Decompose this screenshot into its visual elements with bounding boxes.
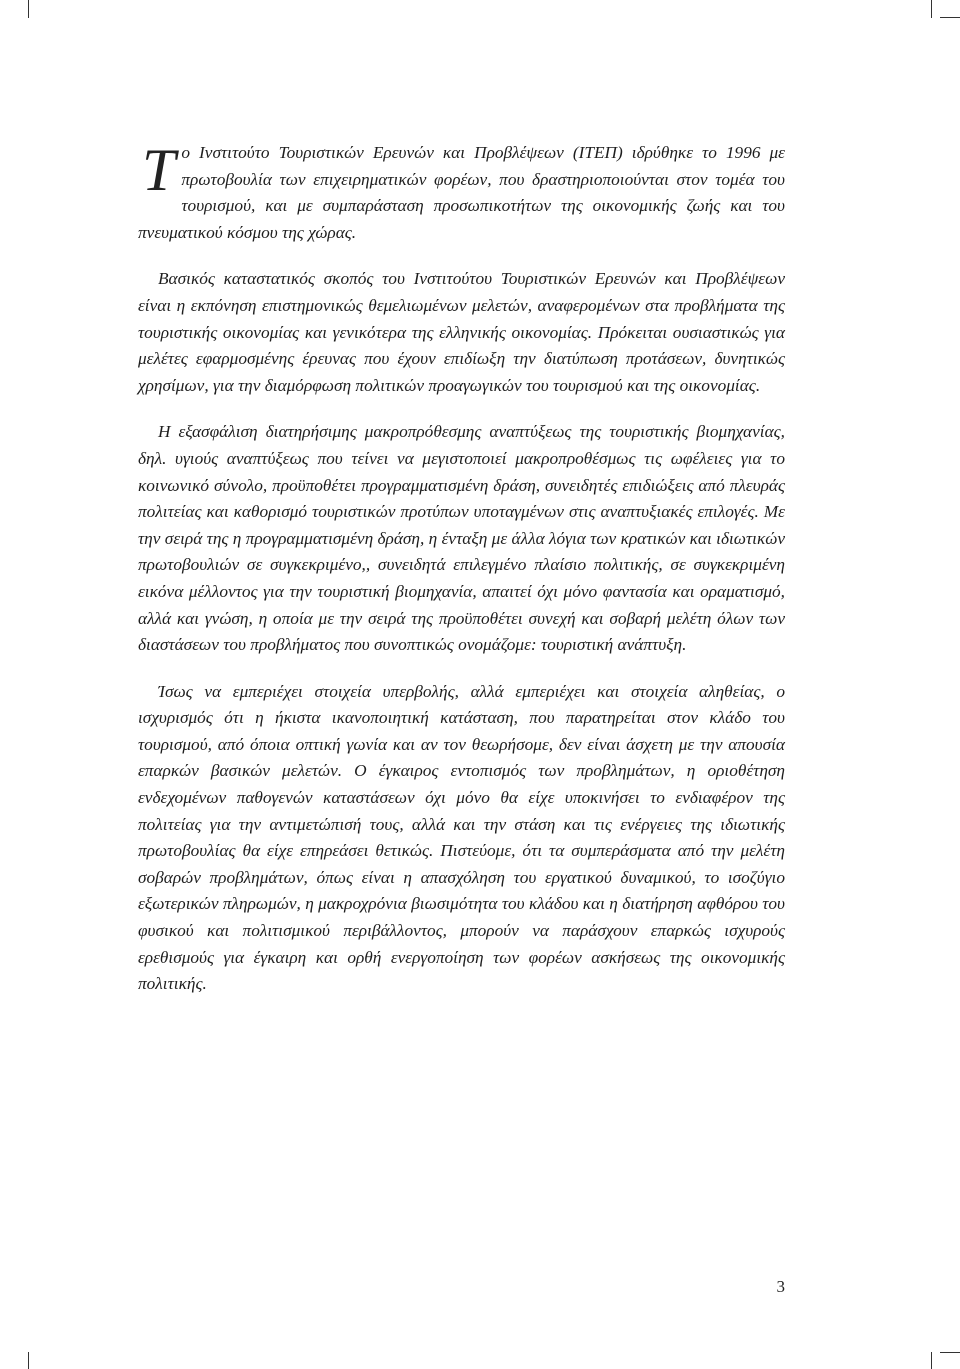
crop-mark-bottom-right	[931, 1352, 932, 1369]
paragraph-conclusions: Ίσως να εμπεριέχει στοιχεία υπερβολής, αλλά εμπεριέχει και στοιχεία αληθείας, ο ισχυρισμός ότι η ήκιστα ικανοποιητική κατάσταση, που παρατηρείται στον κλάδο του τουρισμού, από όποια οπτική γωνία και αν τον θεωρήσομε, δεν είναι άσχετη με την απουσία επαρκών βασικών μελετών. Ο έγκαιρος εντοπισμός των προβλημάτων, η οριοθέτηση ενδεχομένων παθογενών καταστάσεων όχι μόνο θα είχε υποκινήσει το ενδιαφέρον της πολιτείας για την αντιμετώπισή τους, αλλά και την στάση και τις ενέργειες της ιδιωτικής πρωτοβουλίας θα είχε επηρεάσει θετικώς. Πιστεύομε, ότι τα συμπεράσματα από την μελέτη σοβαρών προβλημάτων, όπως είναι η απασχόληση του εργατικού δυναμικού, το ισοζύγιο εξωτερικών πληρωμών, η μακροχρόνια βιωσιμότητα του κλάδου και η διατήρηση αφθόρου του φυσικού και πολιτισμικού περιβάλλοντος, μπορούν να παράσχουν επαρκώς ισχυρούς ερεθισμούς για έγκαιρη και ορθή ενεργοποίηση των φορέων ασκήσεως της οικονομικής πολιτικής.	[138, 681, 785, 994]
paragraph-intro	[138, 137, 785, 246]
crop-mark-top-left	[28, 0, 29, 18]
crop-mark-bottom-right-h	[940, 1352, 960, 1353]
paragraph-intro-text: ο Ινστιτούτο Τουριστικών Ερευνών και Προβλέψεων (ΙΤΕΠ) ιδρύθηκε το 1996 με πρωτοβουλία των επιχειρηματικών φορέων, που δραστηριοποιούνται στον τομέα του τουρισμού, και με συμπαράσταση προσωπικοτήτων της οικονομικής ζωής και του πνευματικού κόσμου της χώρας.	[138, 143, 785, 242]
crop-mark-bottom-left	[28, 1352, 29, 1369]
drop-cap: Τ	[142, 137, 176, 203]
paragraph-development: Η εξασφάλιση διατηρήσιμης μακροπρόθεσμης αναπτύξεως της τουριστικής βιομηχανίας, δηλ. υγιούς αναπτύξεως που τείνει να μεγιστοποιεί μακροπροθέσμως τις ωφέλειες για το κοινωνικό σύνολο, προϋποθέτει προγραμματισμένη δράση, συνειδητές επιδιώξεις από πλευράς πολιτείας και καθορισμό τουριστικών προτύπων υποταγμένων στις αναπτυξιακές επιλογές. Με την σειρά της η προγραμματισμένη δράση, η ένταξη με άλλα λόγια των κρατικών και ιδιωτικών πρωτοβουλιών σε συγκεκριμένο,, συνειδητά επιλεγμένο πλαίσιο πολιτικής, σε συγκεκριμένη εικόνα μέλλοντος για την τουριστική βιομηχανία, απαιτεί όχι μόνο φαντασία και οραματισμό, αλλά και γνώση, η οποία με την σειρά της προϋποθέτει συνεχή και σοβαρή μελέτη όλων των διαστάσεων του προβλήματος που συνοπτικώς ονομάζομε: τουριστική ανάπτυξη.	[138, 422, 785, 655]
document-body	[138, 137, 785, 1018]
crop-mark-top-right-h	[940, 17, 960, 18]
paragraph-purpose: Βασικός καταστατικός σκοπός του Ινστιτούτου Τουριστικών Ερευνών και Προβλέψεων είναι η εκπόνηση επιστημονικώς θεμελιωμένων μελετών, αναφερομένων στα προβλήματα της τουριστικής οικονομίας και γενικότερα της ελληνικής οικονομίας. Πρόκειται ουσιαστικώς για μελέτες εφαρμοσμένης έρευνας που έχουν επιδίωξη την διατύπωση προτάσεων, δυνητικώς χρησίμων, για την διαμόρφωση πολιτικών προαγωγικών του τουρισμού και της οικονομίας.	[138, 269, 785, 395]
page-number: 3	[776, 1277, 785, 1296]
crop-mark-top-right	[931, 0, 932, 18]
